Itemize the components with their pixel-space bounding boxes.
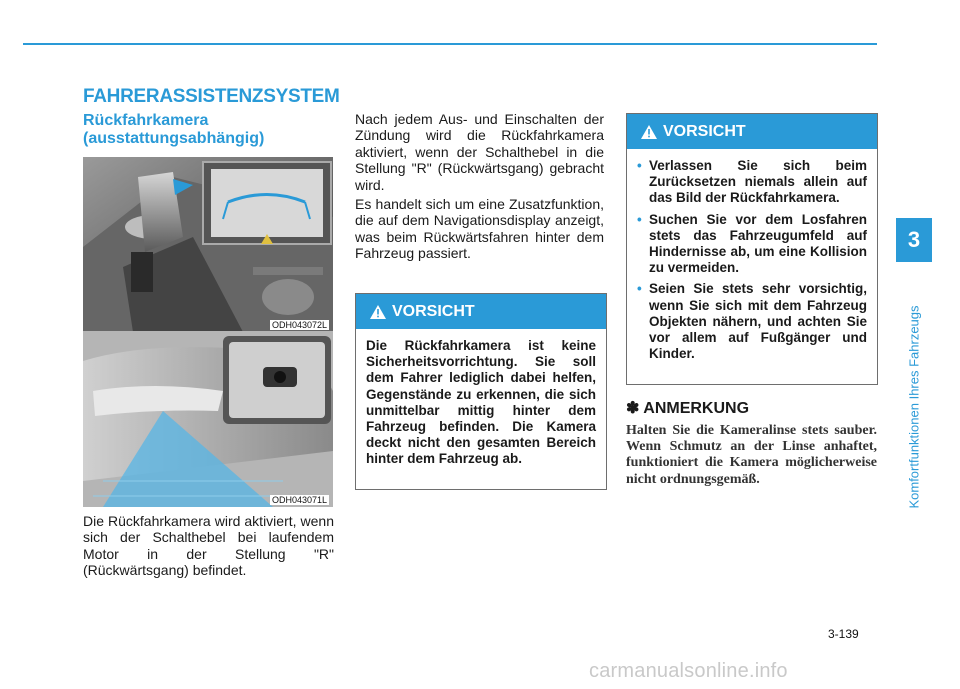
caution-list [637,158,867,362]
note-text: Halten Sie die Kameralinse stets sauber. Wenn Schmutz an der Linse anhaftet, funktioniert die Kamera möglicherweise nicht ordnungsgemäß. [626,423,877,487]
rear-camera-illustration [83,331,333,507]
list-item-text: Seien Sie stets sehr vorsichtig, wenn Sie sich mit dem Fahrzeug Objekten nähern, und achten Sie vor allem auf Fußgänger und Kinder. [649,281,867,362]
image-code-label: ODH043072L [271,320,327,330]
gear-shifter-illustration [83,157,333,332]
caution-box-1 [355,293,607,490]
caution-header [627,114,877,149]
col2-paragraph-2: Es handelt sich um eine Zusatzfunktion, die auf dem Navigationsdisplay anzeigt, was beim Rückwärtsfahren hinter dem Fahrzeug passiert. [355,196,604,262]
page-number: 3-139 [828,627,859,641]
caution-text: Die Rückfahrkamera ist keine Sicherheitsvorrichtung. Sie soll dem Fahrer lediglich dabei helfen, Gegenstände zu erkennen, die sich unmittelbar mittig hinter dem Fahrzeug befinden. Die Kamera deckt nicht den gesamten Bereich hinter dem Fahrzeug ab. [366,338,596,467]
caution-title: VORSICHT [392,302,475,320]
warning-triangle-icon [370,305,386,319]
list-item [637,158,867,207]
list-item [637,281,867,362]
chapter-label: Komfortfunktionen Ihres Fahrzeugs [906,305,922,509]
bullet-icon: • [637,211,642,227]
chapter-tab: 3 [896,218,932,262]
caution-title: VORSICHT [663,122,746,140]
caution-list-container [627,149,877,377]
image-code-label: ODH043071L [271,495,327,505]
note-title: ✽ ANMERKUNG [626,400,750,417]
gear-shifter-photo [83,157,333,332]
caution-header [356,294,606,329]
list-item-text: Verlassen Sie sich beim Zurücksetzen niemals allein auf das Bild der Rückfahrkamera. [649,158,867,206]
warning-triangle-icon [641,125,657,139]
col1-paragraph: Die Rückfahrkamera wird aktiviert, wenn sich der Schalthebel bei laufendem Motor in der Stellung "R" (Rückwärtsgang) befindet. [83,513,334,579]
list-item [637,212,867,277]
list-item-text: Suchen Sie vor dem Losfahren stets das Fahrzeugumfeld auf Hindernisse ab, um eine Kollision zu vermeiden. [649,211,867,276]
watermark: carmanualsonline.info [589,660,788,682]
bullet-icon: • [637,158,642,173]
section-title: FAHRERASSISTENZSYSTEM [83,86,340,107]
bullet-icon: • [637,281,642,297]
heading: Rückfahrkamera (ausstattungsabhängig) [83,112,265,147]
caution-box-2 [626,113,878,385]
top-rule [23,43,877,45]
rear-camera-photo [83,331,333,507]
col2-paragraph-1: Nach jedem Aus- und Einschalten der Zündung wird die Rückfahrkamera aktiviert, wenn der Schalthebel in die Stellung "R" (Rückwärtsgang) gebracht wird. [355,111,604,193]
